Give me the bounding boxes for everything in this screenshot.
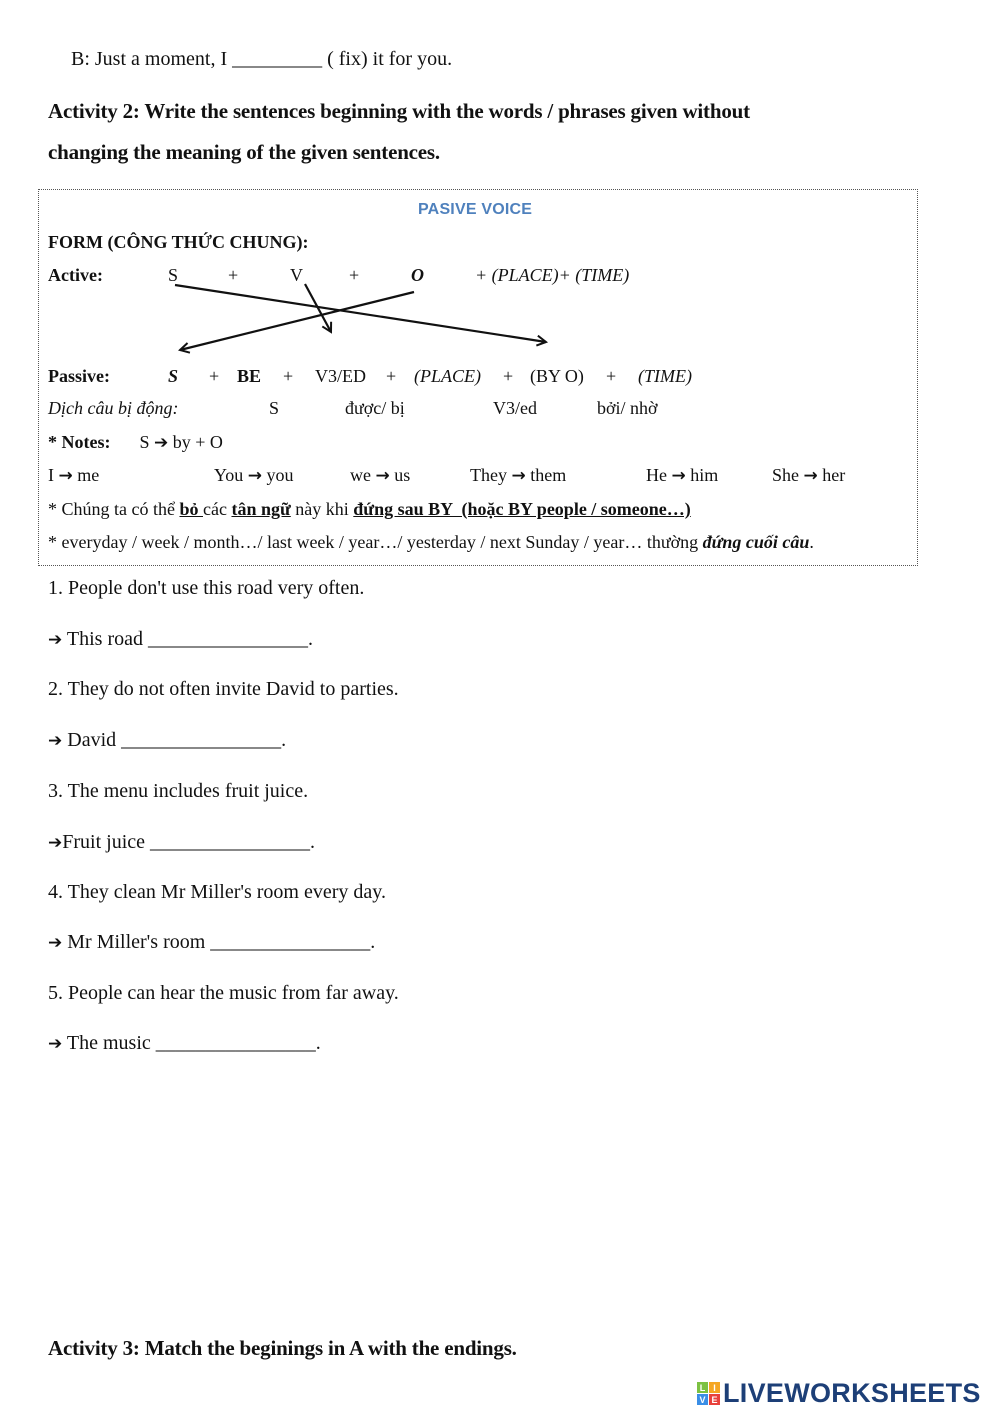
- passive-plus3: +: [386, 366, 397, 386]
- note-omit-object: [48, 499, 691, 520]
- arrow-right-icon: ➔: [154, 433, 169, 453]
- note-text: các: [203, 499, 232, 519]
- logo-letter: L: [697, 1382, 708, 1393]
- logo-letter: I: [709, 1382, 720, 1393]
- answer-start: This road: [62, 628, 143, 650]
- passive-plus5: +: [606, 366, 617, 386]
- answer-end: .: [310, 831, 316, 853]
- pronoun-from: You: [214, 465, 244, 485]
- pronoun-from: They: [470, 465, 507, 485]
- activity2-heading-line2: changing the meaning of the given sentences.: [48, 140, 440, 164]
- answer-blank[interactable]: ________________: [155, 1032, 316, 1054]
- pronoun-to: us: [394, 465, 411, 485]
- translation-s: S: [269, 398, 280, 418]
- note-text: này khi: [290, 499, 354, 519]
- pronoun-from: I: [48, 465, 54, 485]
- active-label: Active:: [48, 265, 103, 285]
- active-rest: + (PLACE)+ (TIME): [475, 265, 630, 285]
- arrow-right-icon: →: [803, 466, 818, 486]
- passive-plus1: +: [209, 366, 220, 386]
- passive-s: S: [168, 366, 179, 386]
- arrow-s-to-end: [175, 285, 546, 342]
- form-label: FORM (CÔNG THỨC CHUNG):: [48, 232, 309, 252]
- exercise-answer-row: [48, 931, 375, 954]
- note-time-position: [48, 532, 814, 553]
- exercise-question: 2. They do not often invite David to parties.: [48, 678, 399, 700]
- translation-v3: V3/ed: [493, 398, 537, 418]
- answer-start: David: [62, 729, 117, 751]
- pronoun-pair: [214, 465, 293, 486]
- pronoun-pair: [350, 465, 410, 486]
- pronoun-to: me: [77, 465, 100, 485]
- passive-v3: V3/ED: [315, 366, 366, 386]
- notes-label: * Notes:: [48, 432, 111, 452]
- pronoun-pair: [646, 465, 718, 486]
- passive-label: Passive:: [48, 366, 110, 386]
- passive-place: (PLACE): [414, 366, 481, 386]
- arrow-right-icon: ➔: [48, 731, 63, 751]
- top-line-prefix: B: Just a moment, I: [71, 48, 228, 70]
- answer-blank[interactable]: ________________: [121, 729, 282, 751]
- pronoun-to: her: [822, 465, 846, 485]
- active-v: V: [290, 265, 303, 285]
- answer-start: The music: [62, 1032, 151, 1054]
- note-emphasis: đứng sau BY (hoặc BY people / someone…): [353, 499, 691, 519]
- arrow-o-to-start: [180, 292, 414, 350]
- top-line-suffix: ( fix) it for you.: [327, 48, 453, 70]
- active-plus1: +: [228, 265, 239, 285]
- notes-row: [48, 432, 223, 453]
- active-s: S: [168, 265, 179, 285]
- exercise-answer-row: [48, 1032, 321, 1055]
- passive-be: BE: [237, 366, 262, 386]
- note-text: * everyday / week / month…/ last week / year…/ yesterday / next Sunday / year… thường: [48, 532, 703, 552]
- arrow-right-icon: ➔: [48, 630, 63, 650]
- answer-blank[interactable]: ________________: [210, 931, 371, 953]
- answer-end: .: [307, 628, 313, 650]
- answer-end: .: [370, 931, 376, 953]
- arrow-right-icon: →: [375, 466, 390, 486]
- answer-start: Fruit juice: [62, 831, 146, 853]
- pronoun-from: He: [646, 465, 667, 485]
- pronoun-from: She: [772, 465, 799, 485]
- note-emphasis: đứng cuối câu: [702, 532, 810, 552]
- arrow-right-icon: ➔: [48, 833, 63, 853]
- answer-end: .: [315, 1032, 321, 1054]
- note-emphasis: tân ngữ: [231, 499, 291, 519]
- pronoun-pair: [470, 465, 566, 486]
- pronoun-pair: [772, 465, 845, 486]
- notes-result: by + O: [172, 432, 223, 452]
- answer-start: Mr Miller's room: [62, 931, 206, 953]
- answer-blank[interactable]: ________________: [147, 628, 308, 650]
- note-text: .: [809, 532, 814, 552]
- arrow-right-icon: ➔: [48, 933, 63, 953]
- exercise-answer-row: [48, 831, 315, 854]
- exercise-answer-row: [48, 628, 313, 651]
- translation-label: Dịch câu bị động:: [48, 398, 179, 418]
- passive-plus2: +: [283, 366, 294, 386]
- passive-by-o: (BY O): [530, 366, 584, 386]
- activity3-heading: Activity 3: Match the beginings in A with the endings.: [48, 1336, 517, 1360]
- exercise-question: 4. They clean Mr Miller's room every day.: [48, 881, 386, 903]
- pronoun-pair: [48, 465, 99, 486]
- exercise-question: 5. People can hear the music from far away.: [48, 982, 399, 1004]
- logo-live-grid-icon: [697, 1382, 720, 1405]
- logo-letter: V: [697, 1394, 708, 1405]
- exercise-answer-row: [48, 729, 286, 752]
- arrow-right-icon: ➔: [48, 1034, 63, 1054]
- answer-end: .: [281, 729, 287, 751]
- translation-duoc-bi: được/ bị: [345, 398, 405, 418]
- activity2-heading-line1: Activity 2: Write the sentences beginning with the words / phrases given without: [48, 99, 750, 123]
- answer-blank[interactable]: ________________: [150, 831, 311, 853]
- note-text: * Chúng ta có thể: [48, 499, 180, 519]
- pronoun-to: him: [690, 465, 719, 485]
- top-line-blank[interactable]: _________: [232, 48, 323, 70]
- arrow-right-icon: →: [58, 466, 73, 486]
- active-plus2: +: [349, 265, 360, 285]
- grammar-box-title: PASIVE VOICE: [418, 201, 533, 218]
- exercise-question: 1. People don't use this road very often.: [48, 577, 365, 599]
- translation-boi-nho: bởi/ nhờ: [597, 398, 658, 418]
- passive-plus4: +: [503, 366, 514, 386]
- pronoun-from: we: [350, 465, 371, 485]
- exercise-question: 3. The menu includes fruit juice.: [48, 780, 309, 802]
- note-emphasis: bỏ: [179, 499, 203, 519]
- logo-letter: E: [709, 1394, 720, 1405]
- pronoun-to: them: [530, 465, 567, 485]
- transformation-arrows: [0, 0, 1000, 400]
- arrow-right-icon: →: [671, 466, 686, 486]
- arrow-right-icon: →: [511, 466, 526, 486]
- arrow-right-icon: →: [247, 466, 262, 486]
- logo-text: LIVEWORKSHEETS: [723, 1378, 981, 1408]
- liveworksheets-logo: [697, 1378, 981, 1409]
- notes-s: S: [139, 432, 150, 452]
- pronoun-to: you: [266, 465, 294, 485]
- active-o: O: [411, 265, 424, 285]
- passive-time: (TIME): [638, 366, 692, 386]
